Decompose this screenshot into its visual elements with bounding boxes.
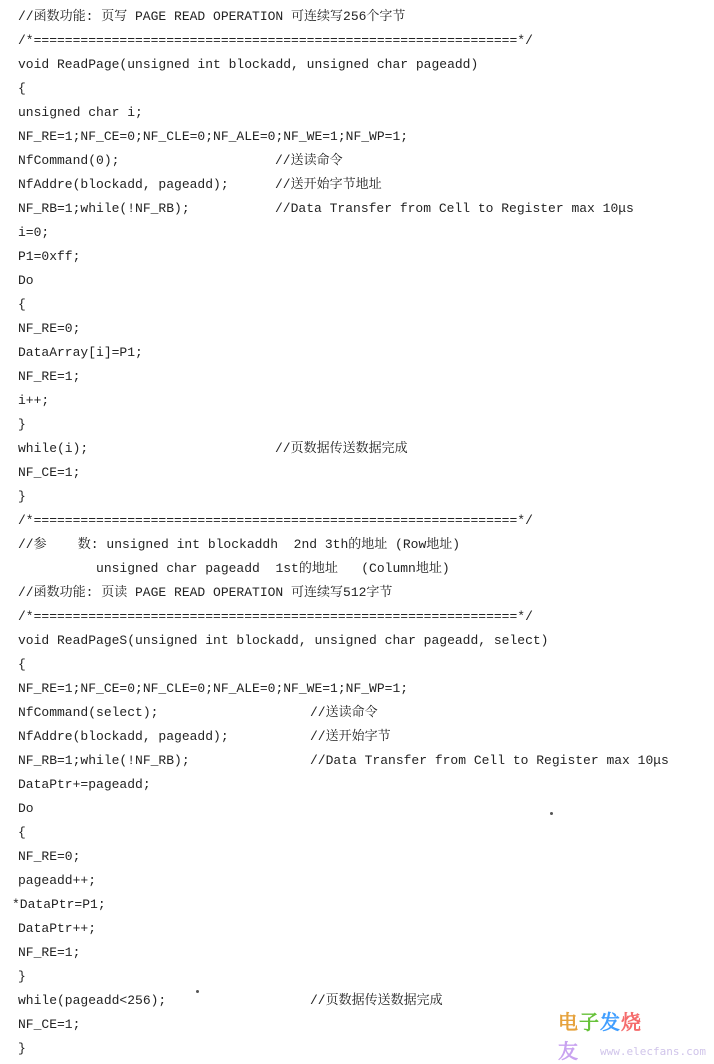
code-text: /*==============================================================*/ [18,513,533,528]
code-text: /*==============================================================*/ [18,33,533,48]
code-text: DataPtr++; [18,921,97,936]
code-comment: //送读命令 [275,153,343,168]
code-text: { [18,81,26,96]
code-text: /*==============================================================*/ [18,609,533,624]
watermark [558,1002,708,1063]
code-text: DataPtr+=pageadd; [18,777,151,792]
code-text: P1=0xff; [18,249,81,264]
code-text: pageadd++; [18,873,97,888]
code-text: NF_CE=1; [18,465,81,480]
code-text: Do [18,801,34,816]
watermark-logo-icon: 电子发烧友 [558,1010,642,1063]
code-comment: //送开始字节地址 [275,177,382,192]
code-text: { [18,657,26,672]
code-comment: //页数据传送数据完成 [275,441,408,456]
code-text: NF_RE=0; [18,849,81,864]
code-text: NfCommand(0); [18,153,120,168]
code-text: } [18,489,26,504]
code-text: } [18,417,26,432]
code-text: } [18,969,26,984]
code-text: void ReadPageS(unsigned int blockadd, unsigned char pageadd, select) [18,633,549,648]
code-text: NfCommand(select); [18,705,159,720]
code-text: NF_RE=1;NF_CE=0;NF_CLE=0;NF_ALE=0;NF_WE=1;NF_WP=1; [18,129,409,144]
code-text: NF_RE=1; [18,945,81,960]
code-text: NF_RB=1;while(!NF_RB); [18,201,190,216]
code-comment: //Data Transfer from Cell to Register max 10μs [275,201,634,216]
scan-speck [196,990,199,993]
code-text: //函数功能: 页读 PAGE READ OPERATION 可连续写512字节 [18,585,393,600]
code-text: //参 数: unsigned int blockaddh 2nd 3th的地址 (Row地址) [18,537,461,552]
code-text: unsigned char pageadd 1st的地址 (Column地址) [18,561,450,576]
code-text: //函数功能: 页写 PAGE READ OPERATION 可连续写256个字节 [18,9,406,24]
code-text: } [18,1041,26,1056]
code-text: NF_RE=1;NF_CE=0;NF_CLE=0;NF_ALE=0;NF_WE=1;NF_WP=1; [18,681,409,696]
code-text: Do [18,273,34,288]
code-text: NF_RB=1;while(!NF_RB); [18,753,190,768]
code-text: i=0; [18,225,50,240]
code-text: { [18,825,26,840]
watermark-url: www.elecfans.com [600,1045,706,1058]
code-text: NF_CE=1; [18,1017,81,1032]
code-text: while(i); [18,441,89,456]
code-text: DataArray[i]=P1; [18,345,143,360]
code-text: { [18,297,26,312]
code-text: void ReadPage(unsigned int blockadd, unsigned char pageadd) [18,57,479,72]
code-text: while(pageadd<256); [18,993,167,1008]
code-text: unsigned char i; [18,105,143,120]
code-text: NfAddre(blockadd, pageadd); [18,177,229,192]
code-comment: //送开始字节 [310,729,391,744]
code-text: *DataPtr=P1; [12,897,106,912]
code-comment: //Data Transfer from Cell to Register max 10μs [310,753,669,768]
code-comment: //送读命令 [310,705,378,720]
code-text: NfAddre(blockadd, pageadd); [18,729,229,744]
scan-speck [550,812,553,815]
code-comment: //页数据传送数据完成 [310,993,443,1008]
code-text: NF_RE=1; [18,369,81,384]
code-text: i++; [18,393,50,408]
code-text: NF_RE=0; [18,321,81,336]
